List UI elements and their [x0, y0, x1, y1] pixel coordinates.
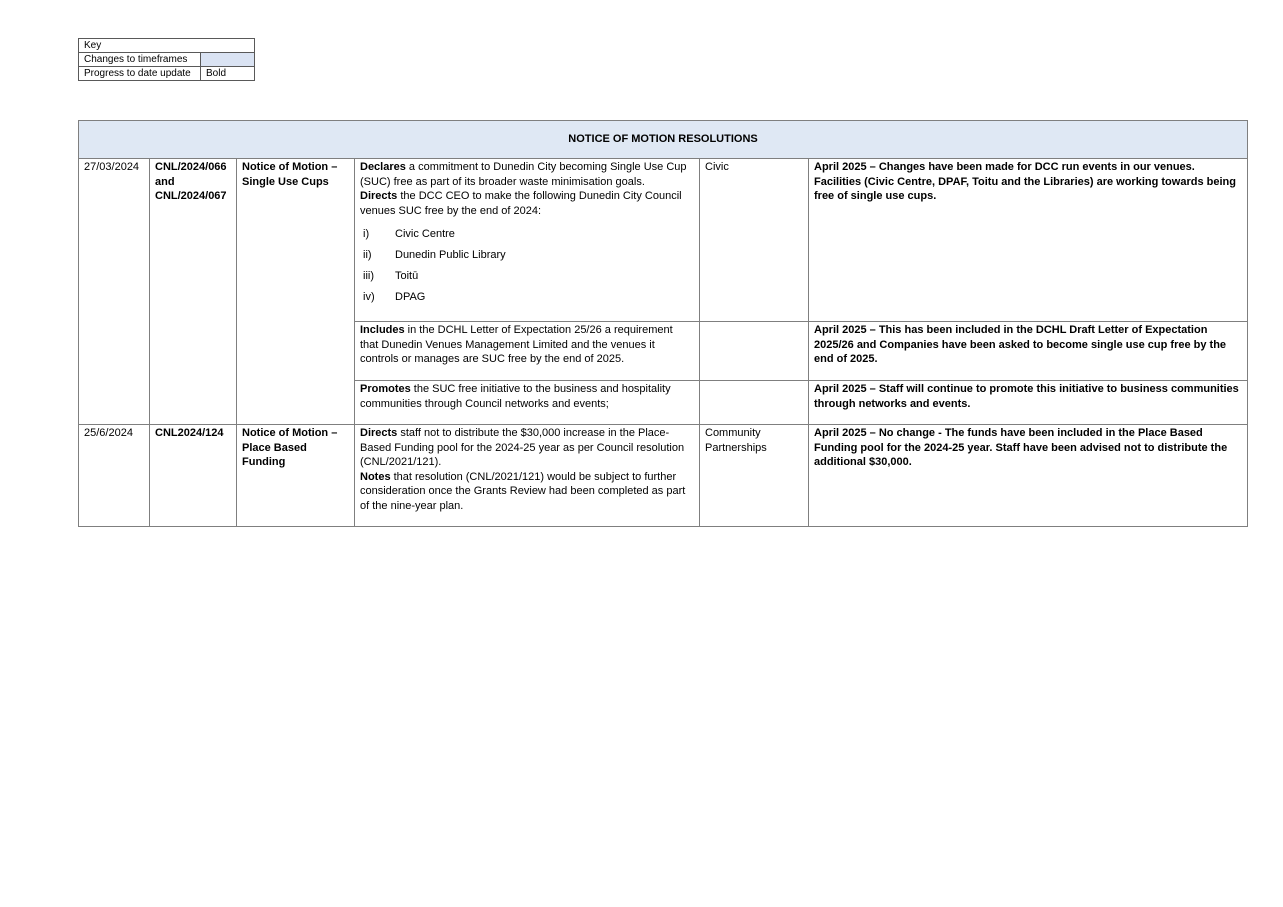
notes-paragraph: [360, 470, 694, 514]
topic-cell: Notice of Motion – Single Use Cups: [237, 159, 355, 425]
update-cell: April 2025 – This has been included in the DCHL Draft Letter of Expectation 2025/26 and Companies have been asked to become single use cup free by the end of 2025.: [809, 322, 1248, 381]
directs-paragraph: [360, 189, 694, 218]
resolution-text: staff not to distribute the $30,000 increase in the Place-Based Funding pool for the 2024-25 year as per Council resolution (CNL/2021/121).: [360, 427, 685, 468]
key-swatch-timeframes: [201, 53, 255, 67]
resolution-cell: [355, 425, 700, 527]
reference-line: CNL/2024/066: [155, 161, 227, 173]
update-cell: April 2025 – Changes have been made for DCC run events in our venues. Facilities (Civic Centre, DPAF, Toitu and the Libraries) are working towards being free of single use cups.: [809, 159, 1248, 322]
date-cell: 27/03/2024: [79, 159, 150, 425]
reference-cell: [150, 159, 237, 425]
topic-cell: Notice of Motion – Place Based Funding: [237, 425, 355, 527]
resolutions-table: [78, 120, 1248, 527]
list-text: Toitū: [395, 270, 419, 282]
resolution-text: that resolution (CNL/2021/121) would be subject to further consideration once the Grants Review had been completed as part of the nine-year plan.: [360, 470, 686, 512]
resolution-cell: [355, 381, 700, 425]
key-label-timeframes: Changes to timeframes: [79, 53, 201, 67]
resolution-text: a commitment to Dunedin City becoming Single Use Cup (SUC) free as part of its broader waste minimisation goals.: [360, 161, 687, 188]
keyword: Declares: [360, 161, 406, 173]
date-cell: 25/6/2024: [79, 425, 150, 527]
list-number: iv): [363, 291, 375, 303]
list-text: DPAG: [395, 291, 426, 303]
reference-cell: CNL2024/124: [150, 425, 237, 527]
table-title: NOTICE OF MOTION RESOLUTIONS: [79, 121, 1248, 159]
group-cell: Community Partnerships: [700, 425, 809, 527]
venue-list: [360, 224, 694, 308]
key-label-progress: Progress to date update: [79, 67, 201, 81]
list-number: iii): [363, 270, 374, 282]
list-text: Dunedin Public Library: [395, 249, 506, 261]
declares-paragraph: [360, 160, 694, 189]
list-number: i): [363, 228, 370, 240]
group-cell: Civic: [700, 159, 809, 322]
directs-paragraph: [360, 426, 694, 470]
list-text: Civic Centre: [395, 228, 455, 240]
table-row: [79, 425, 1248, 527]
keyword: Notes: [360, 470, 391, 483]
resolution-text: in the DCHL Letter of Expectation 25/26 a requirement that Dunedin Venues Management Limited and the venues it controls or manages are SUC free by the end of 2025.: [360, 324, 673, 365]
key-table: [78, 38, 255, 81]
list-item: [360, 287, 694, 308]
keyword: Promotes: [360, 383, 411, 395]
key-title: Key: [79, 39, 255, 53]
group-cell: [700, 381, 809, 425]
keyword: Includes: [360, 324, 405, 336]
key-value-progress: Bold: [201, 67, 255, 81]
resolution-text: the DCC CEO to make the following Dunedin City Council venues SUC free by the end of 2024:: [360, 190, 682, 217]
resolution-text: the SUC free initiative to the business and hospitality communities through Council networks and events;: [360, 383, 671, 410]
resolution-cell: [355, 159, 700, 322]
keyword: Directs: [360, 427, 398, 439]
keyword: Directs: [360, 190, 398, 202]
resolution-cell: [355, 322, 700, 381]
list-number: ii): [363, 249, 372, 261]
reference-line: and: [155, 175, 175, 188]
list-item: [360, 224, 694, 245]
update-cell: April 2025 – No change - The funds have been included in the Place Based Funding pool for the 2024-25 year. Staff have been advised not to distribute the additional $30,000.: [809, 425, 1248, 527]
reference-line: CNL/2024/067: [155, 190, 227, 202]
table-row: [79, 159, 1248, 322]
update-cell: April 2025 – Staff will continue to promote this initiative to business communities through networks and events.: [809, 381, 1248, 425]
list-item: [360, 266, 694, 287]
list-item: [360, 245, 694, 266]
group-cell: [700, 322, 809, 381]
